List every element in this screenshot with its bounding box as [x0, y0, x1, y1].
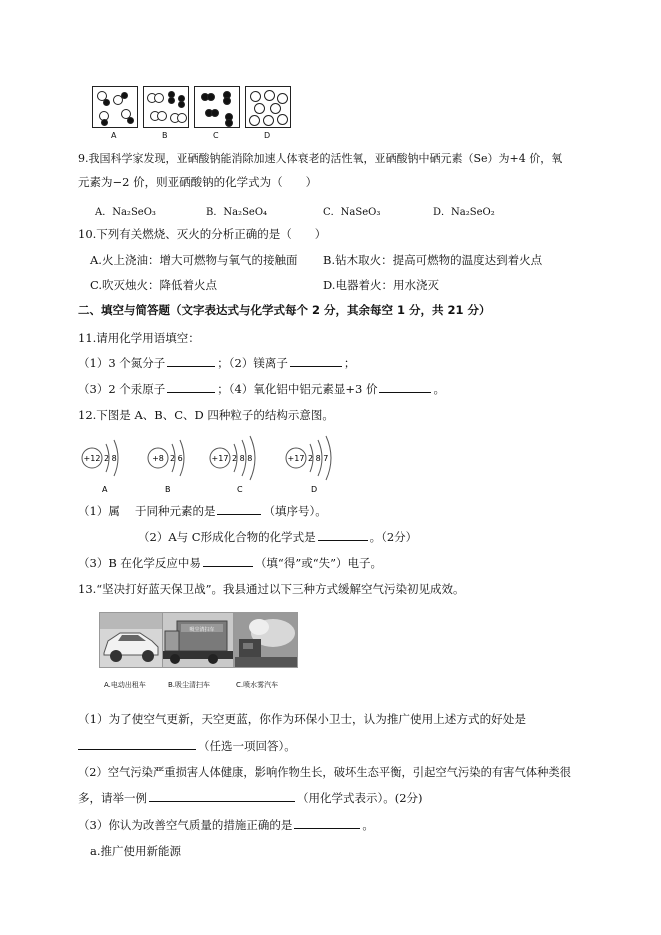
- q13-sub2-end: （用化学式表示）。(2分): [297, 791, 423, 805]
- q9-option-a: A．Na₂SeO₃: [95, 207, 156, 218]
- caption-water-mist-truck: C.喷水雾汽车: [236, 681, 279, 689]
- figure-label-d: D: [264, 131, 271, 140]
- q13-sub2-line1: （2）空气污染严重损害人体健康，影响作物生长，破坏生态平衡，引起空气污染的有害气体种类很: [78, 766, 571, 779]
- atom-c-nucleus: +17: [211, 454, 229, 463]
- q11-stem: 11.请用化学用语填空：: [78, 331, 200, 345]
- q12-sub1: [78, 503, 327, 519]
- q13-option-a: a.推广使用新能源: [90, 844, 182, 858]
- q13-sub2-line2: [78, 790, 423, 806]
- q12-sub2-text: （2）A与 C形成化合物的化学式是: [138, 530, 316, 544]
- atom-b-nucleus: +8: [152, 454, 164, 463]
- atom-b: [148, 440, 184, 494]
- q13-sub2-text: 多，请举一例: [78, 791, 147, 805]
- molecule-box-d: [245, 86, 291, 128]
- q9-option-b: B．Na₂SeO₄: [206, 207, 268, 218]
- q9-option-c: C．NaSeO₃: [323, 207, 381, 218]
- truck-sign-text: 吸尘清扫车: [189, 627, 215, 633]
- q12-sub2-end: 。（2分）: [369, 530, 418, 544]
- atom-a-label: A: [102, 485, 108, 494]
- atom-c: [210, 436, 255, 494]
- q13-answer-blank-2[interactable]: [149, 790, 295, 802]
- q10-option-d: D.电器着火：用水浇灭: [323, 278, 439, 292]
- figure-label-c: C: [213, 131, 219, 140]
- molecule-box-c: [194, 86, 240, 128]
- atom-d-shells: 2 8 7: [308, 454, 329, 463]
- q11-line2-end: 。: [433, 382, 445, 396]
- section2-heading: 二、填空与简答题（文字表达式与化学式每个 2 分，其余每空 1 分，共 21 分）: [78, 303, 491, 317]
- atom-c-shells: 2 8 8: [232, 454, 253, 463]
- q13-sub1-line2: [78, 738, 296, 754]
- atom-d-label: D: [311, 485, 318, 494]
- q11-answer-blank-3[interactable]: [167, 381, 215, 393]
- atom-d: [286, 436, 331, 494]
- atom-b-label: B: [165, 485, 171, 494]
- figure-label-b: B: [162, 131, 168, 140]
- q12-sub1-end: （填序号）。: [263, 504, 327, 518]
- q10-option-a: A.火上浇油：增大可燃物与氧气的接触面: [90, 253, 298, 267]
- q11-line2: [78, 381, 445, 397]
- q12-answer-blank-3[interactable]: [203, 555, 253, 567]
- q12-sub3-end: （填“得”或“失”）电子。: [254, 556, 382, 570]
- q11-line1-end: ；: [343, 356, 356, 370]
- q9-stem-line2: 元素为−2 价，则亚硒酸钠的化学式为（ ）: [78, 175, 318, 189]
- atom-b-shells: 2 6: [170, 454, 183, 463]
- q10-stem: 10.下列有关燃烧、灭火的分析正确的是（ ）: [78, 227, 327, 241]
- q11-part4-text: ；（4）氧化铝中铝元素显+3 价: [217, 382, 378, 396]
- q11-part1-text: （1）3 个氮分子: [78, 356, 166, 370]
- q13-answer-blank-1[interactable]: [78, 738, 196, 750]
- q12-sub2: [138, 529, 417, 545]
- q12-answer-blank-2[interactable]: [318, 529, 368, 541]
- atom-d-nucleus: +17: [287, 454, 305, 463]
- figure-label-a: A: [111, 131, 117, 140]
- caption-dust-sweeper: B.吸尘清扫车: [168, 681, 211, 689]
- q10-option-b: B.钻木取火：提高可燃物的温度达到着火点: [323, 253, 543, 267]
- q13-answer-blank-3[interactable]: [294, 817, 360, 829]
- atom-c-label: C: [237, 485, 243, 494]
- water-mist-truck-photo: [234, 612, 298, 668]
- molecule-box-a: [92, 86, 138, 128]
- q12-stem: 12.下图是 A、B、C、D 四种粒子的结构示意图。: [78, 408, 334, 422]
- dust-sweeper-truck-photo: [162, 612, 234, 668]
- atom-a-shells: 2 8: [104, 454, 117, 463]
- q11-answer-blank-4[interactable]: [379, 381, 431, 393]
- q11-part3-text: （3）2 个汞原子: [78, 382, 166, 396]
- atom-a: [82, 440, 118, 494]
- q11-line1: [78, 355, 355, 371]
- atom-structure-diagram: [78, 430, 378, 498]
- atom-a-nucleus: +12: [83, 454, 101, 463]
- electric-taxi-photo: [99, 612, 163, 668]
- q13-stem: 13.“坚决打好蓝天保卫战”。我县通过以下三种方式缓解空气污染初见成效。: [78, 582, 465, 596]
- q13-sub1-line1: （1）为了使空气更新，天空更蓝，你作为环保小卫士，认为推广使用上述方式的好处是: [78, 712, 526, 726]
- q13-sub3: [78, 817, 374, 833]
- caption-electric-taxi: A.电动出租车: [104, 681, 146, 689]
- q12-answer-blank-1[interactable]: [217, 503, 261, 515]
- q10-option-c: C.吹灭烛火：降低着火点: [90, 278, 218, 292]
- molecule-box-b: [143, 86, 189, 128]
- q13-sub3-end: 。: [362, 818, 374, 832]
- q11-answer-blank-2[interactable]: [290, 355, 342, 367]
- q11-part2-text: ；（2）镁离子: [217, 356, 288, 370]
- q13-sub1-end: （任选一项回答）。: [198, 739, 296, 753]
- q12-sub3-text: （3）B 在化学反应中易: [78, 556, 201, 570]
- q9-option-d: D．Na₂SeO₂: [433, 207, 495, 218]
- q11-answer-blank-1[interactable]: [167, 355, 215, 367]
- q12-sub3: [78, 555, 382, 571]
- q12-sub1-text: （1）属 于同种元素的是: [78, 504, 216, 518]
- q9-stem-line1: 9.我国科学家发现，亚硒酸钠能消除加速人体衰老的活性氧，亚硒酸钠中硒元素（Se）为+4 价，氧: [78, 152, 563, 165]
- q13-sub3-text: （3）你认为改善空气质量的措施正确的是: [78, 818, 293, 832]
